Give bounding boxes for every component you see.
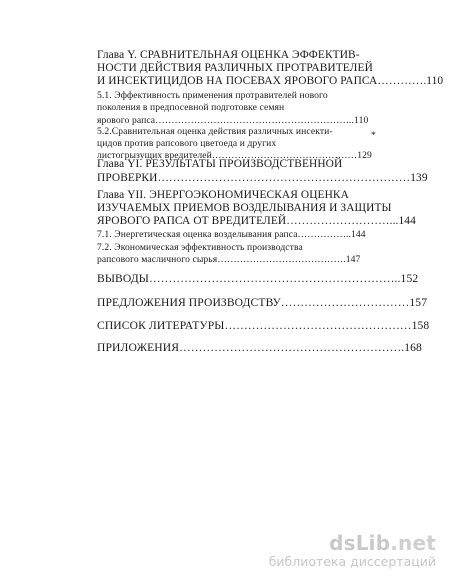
- toc-5-2-line3: листогрызущих вредителей………………………………………129: [97, 150, 372, 161]
- toc-ch7-title-line2: ИЗУЧАЕМЫХ ПРИЕМОВ ВОЗДЕЛЫВАНИЯ И ЗАЩИТЫ: [97, 202, 392, 214]
- toc-ch7-title-line3: ЯРОВОГО РАПСА ОТ ВРЕДИТЕЛЕЙ………………………...144: [97, 215, 416, 227]
- toc-ch7-title-line1: Глава YII. ЭНЕРГОЭКОНОМИЧЕСКАЯ ОЦЕНКА: [97, 189, 349, 201]
- toc-ch5-title-line3: И ИНСЕКТИЦИДОВ НА ПОСЕВАХ ЯРОВОГО РАПСА………….110: [97, 75, 444, 87]
- toc-proposals: ПРЕДЛОЖЕНИЯ ПРОИЗВОДСТВУ……………………………157: [97, 296, 428, 309]
- toc-ch5-title-line2: НОСТИ ДЕЙСТВИЯ РАЗЛИЧНЫХ ПРОТРАВИТЕЛЕЙ: [97, 62, 373, 74]
- toc-7-2-line1: 7.2. Экономическая эффективность производства: [97, 242, 303, 253]
- toc-conclusions: ВЫВОДЫ………………………………………………………..152: [97, 272, 419, 285]
- toc-ch6-title-line1: Глава YI. РЕЗУЛЬТАТЫ ПРОИЗВОДСТВЕННОЙ: [97, 158, 343, 170]
- toc-references: СПИСОК ЛИТЕРАТУРЫ…………………………………………158: [97, 319, 430, 332]
- watermark-brand-main: dsLib: [329, 530, 391, 555]
- toc-ch6-title-line2: ПРОВЕРКИ…………………………………………………………139: [97, 172, 428, 184]
- stray-mark: *: [371, 130, 376, 141]
- toc-appendices: ПРИЛОЖЕНИЯ………………………………………………….168: [97, 341, 422, 354]
- toc-7-1: 7.1. Энергетическая оценка возделывания рапса……………..144: [97, 229, 366, 240]
- watermark-brand-tld: .net: [390, 530, 436, 555]
- watermark-brand: [269, 530, 436, 555]
- toc-7-2-line2: рапсового масличного сырья………………………………….147: [97, 254, 361, 265]
- toc-5-2-line2: цидов против рапсового цветоеда и других: [97, 138, 277, 149]
- watermark-subtitle: библиотека диссертаций: [268, 553, 436, 569]
- toc-5-1-line2: поколения в предпосевной подготовке семян: [97, 102, 285, 113]
- toc-5-1-line3: ярового рапса……………………………………………………..110: [97, 115, 369, 126]
- watermark: [268, 530, 436, 569]
- toc-5-1-line1: 5.1. Эффективность применения протравителей нового: [97, 90, 328, 101]
- toc-5-2-line1: 5.2.Сравнительная оценка действия различных инсекти-: [97, 126, 333, 137]
- toc-ch5-title-line1: Глава Y. СРАВНИТЕЛЬНАЯ ОЦЕНКА ЭФФЕКТИВ-: [97, 49, 360, 61]
